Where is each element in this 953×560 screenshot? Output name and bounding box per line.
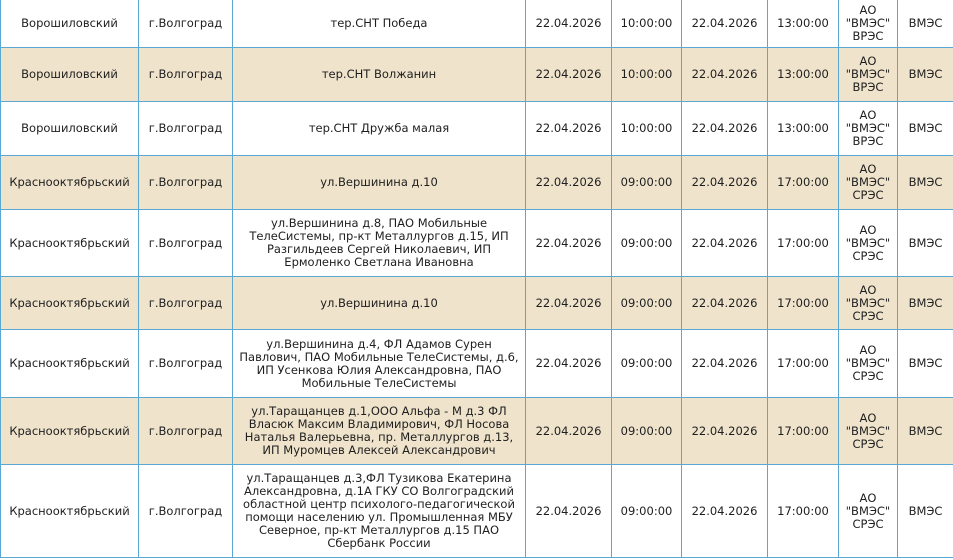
start-time-cell: 09:00:00 xyxy=(612,330,682,398)
table-row xyxy=(1,0,953,48)
end-date-cell: 22.04.2026 xyxy=(682,48,768,102)
end-date-cell: 22.04.2026 xyxy=(682,277,768,330)
address-cell: ул.Вершинина д.8, ПАО Мобильные ТелеСистемы, пр-кт Металлургов д.15, ИП Разгильдеев Сергей Николаевич, ИП Ермоленко Светлана Ивановна xyxy=(233,210,526,277)
start-time-cell: 09:00:00 xyxy=(612,277,682,330)
city-cell: г.Волгоград xyxy=(139,0,233,48)
company-cell: ВМЭС xyxy=(898,48,953,102)
district-cell: Краснооктябрьский xyxy=(1,330,139,398)
start-time-cell: 10:00:00 xyxy=(612,102,682,156)
table-row xyxy=(1,398,953,465)
table-row xyxy=(1,48,953,102)
district-cell: Краснооктябрьский xyxy=(1,156,139,210)
end-date-cell: 22.04.2026 xyxy=(682,102,768,156)
organization-cell: АО "ВМЭС" СРЭС xyxy=(839,277,898,330)
start-date-cell: 22.04.2026 xyxy=(526,0,612,48)
company-cell: ВМЭС xyxy=(898,398,953,465)
end-time-cell: 13:00:00 xyxy=(768,0,839,48)
company-cell: ВМЭС xyxy=(898,277,953,330)
city-cell: г.Волгоград xyxy=(139,277,233,330)
district-cell: Ворошиловский xyxy=(1,0,139,48)
company-cell: ВМЭС xyxy=(898,102,953,156)
organization-cell: АО "ВМЭС" СРЭС xyxy=(839,210,898,277)
end-time-cell: 17:00:00 xyxy=(768,465,839,558)
start-date-cell: 22.04.2026 xyxy=(526,210,612,277)
district-cell: Ворошиловский xyxy=(1,48,139,102)
district-cell: Краснооктябрьский xyxy=(1,277,139,330)
city-cell: г.Волгоград xyxy=(139,465,233,558)
table-row xyxy=(1,102,953,156)
table-row xyxy=(1,277,953,330)
organization-cell: АО "ВМЭС" ВРЭС xyxy=(839,0,898,48)
end-time-cell: 13:00:00 xyxy=(768,102,839,156)
city-cell: г.Волгоград xyxy=(139,156,233,210)
address-cell: тер.СНТ Победа xyxy=(233,0,526,48)
address-cell: ул.Таращанцев д.1,ООО Альфа - М д.3 ФЛ Власюк Максим Владимирович, ФЛ Носова Наталья Валерьевна, пр. Металлургов д.13, ИП Муромцев Алексей Александрович xyxy=(233,398,526,465)
address-cell: ул.Вершинина д.4, ФЛ Адамов Сурен Павлович, ПАО Мобильные ТелеСистемы, д.6, ИП Усенкова Юлия Александровна, ПАО Мобильные ТелеСистемы xyxy=(233,330,526,398)
end-time-cell: 17:00:00 xyxy=(768,210,839,277)
start-time-cell: 10:00:00 xyxy=(612,48,682,102)
start-date-cell: 22.04.2026 xyxy=(526,465,612,558)
company-cell: ВМЭС xyxy=(898,330,953,398)
end-date-cell: 22.04.2026 xyxy=(682,330,768,398)
end-date-cell: 22.04.2026 xyxy=(682,0,768,48)
organization-cell: АО "ВМЭС" СРЭС xyxy=(839,465,898,558)
table-row xyxy=(1,156,953,210)
district-cell: Краснооктябрьский xyxy=(1,398,139,465)
organization-cell: АО "ВМЭС" ВРЭС xyxy=(839,102,898,156)
company-cell: ВМЭС xyxy=(898,156,953,210)
end-date-cell: 22.04.2026 xyxy=(682,465,768,558)
city-cell: г.Волгоград xyxy=(139,102,233,156)
start-date-cell: 22.04.2026 xyxy=(526,48,612,102)
organization-cell: АО "ВМЭС" СРЭС xyxy=(839,330,898,398)
start-time-cell: 09:00:00 xyxy=(612,398,682,465)
end-time-cell: 13:00:00 xyxy=(768,48,839,102)
table-row xyxy=(1,465,953,558)
company-cell: ВМЭС xyxy=(898,210,953,277)
start-date-cell: 22.04.2026 xyxy=(526,102,612,156)
address-cell: ул.Вершинина д.10 xyxy=(233,277,526,330)
company-cell: ВМЭС xyxy=(898,0,953,48)
start-time-cell: 09:00:00 xyxy=(612,210,682,277)
end-time-cell: 17:00:00 xyxy=(768,330,839,398)
start-time-cell: 10:00:00 xyxy=(612,0,682,48)
city-cell: г.Волгоград xyxy=(139,210,233,277)
district-cell: Краснооктябрьский xyxy=(1,210,139,277)
start-date-cell: 22.04.2026 xyxy=(526,277,612,330)
start-time-cell: 09:00:00 xyxy=(612,465,682,558)
address-cell: тер.СНТ Волжанин xyxy=(233,48,526,102)
address-cell: ул.Таращанцев д.3,ФЛ Тузикова Екатерина Александровна, д.1А ГКУ СО Волгоградский областной центр психолого-педагогической помощи населению ул. Промышленная МБУ Северное, пр-кт Металлургов д.15 ПАО Сбербанк России xyxy=(233,465,526,558)
end-date-cell: 22.04.2026 xyxy=(682,156,768,210)
start-date-cell: 22.04.2026 xyxy=(526,156,612,210)
end-time-cell: 17:00:00 xyxy=(768,156,839,210)
end-time-cell: 17:00:00 xyxy=(768,277,839,330)
end-date-cell: 22.04.2026 xyxy=(682,398,768,465)
city-cell: г.Волгоград xyxy=(139,48,233,102)
end-time-cell: 17:00:00 xyxy=(768,398,839,465)
table-row xyxy=(1,330,953,398)
district-cell: Краснооктябрьский xyxy=(1,465,139,558)
organization-cell: АО "ВМЭС" СРЭС xyxy=(839,156,898,210)
organization-cell: АО "ВМЭС" ВРЭС xyxy=(839,48,898,102)
district-cell: Ворошиловский xyxy=(1,102,139,156)
city-cell: г.Волгоград xyxy=(139,330,233,398)
start-date-cell: 22.04.2026 xyxy=(526,398,612,465)
city-cell: г.Волгоград xyxy=(139,398,233,465)
organization-cell: АО "ВМЭС" СРЭС xyxy=(839,398,898,465)
address-cell: ул.Вершинина д.10 xyxy=(233,156,526,210)
address-cell: тер.СНТ Дружба малая xyxy=(233,102,526,156)
company-cell: ВМЭС xyxy=(898,465,953,558)
table-row xyxy=(1,210,953,277)
start-time-cell: 09:00:00 xyxy=(612,156,682,210)
end-date-cell: 22.04.2026 xyxy=(682,210,768,277)
start-date-cell: 22.04.2026 xyxy=(526,330,612,398)
